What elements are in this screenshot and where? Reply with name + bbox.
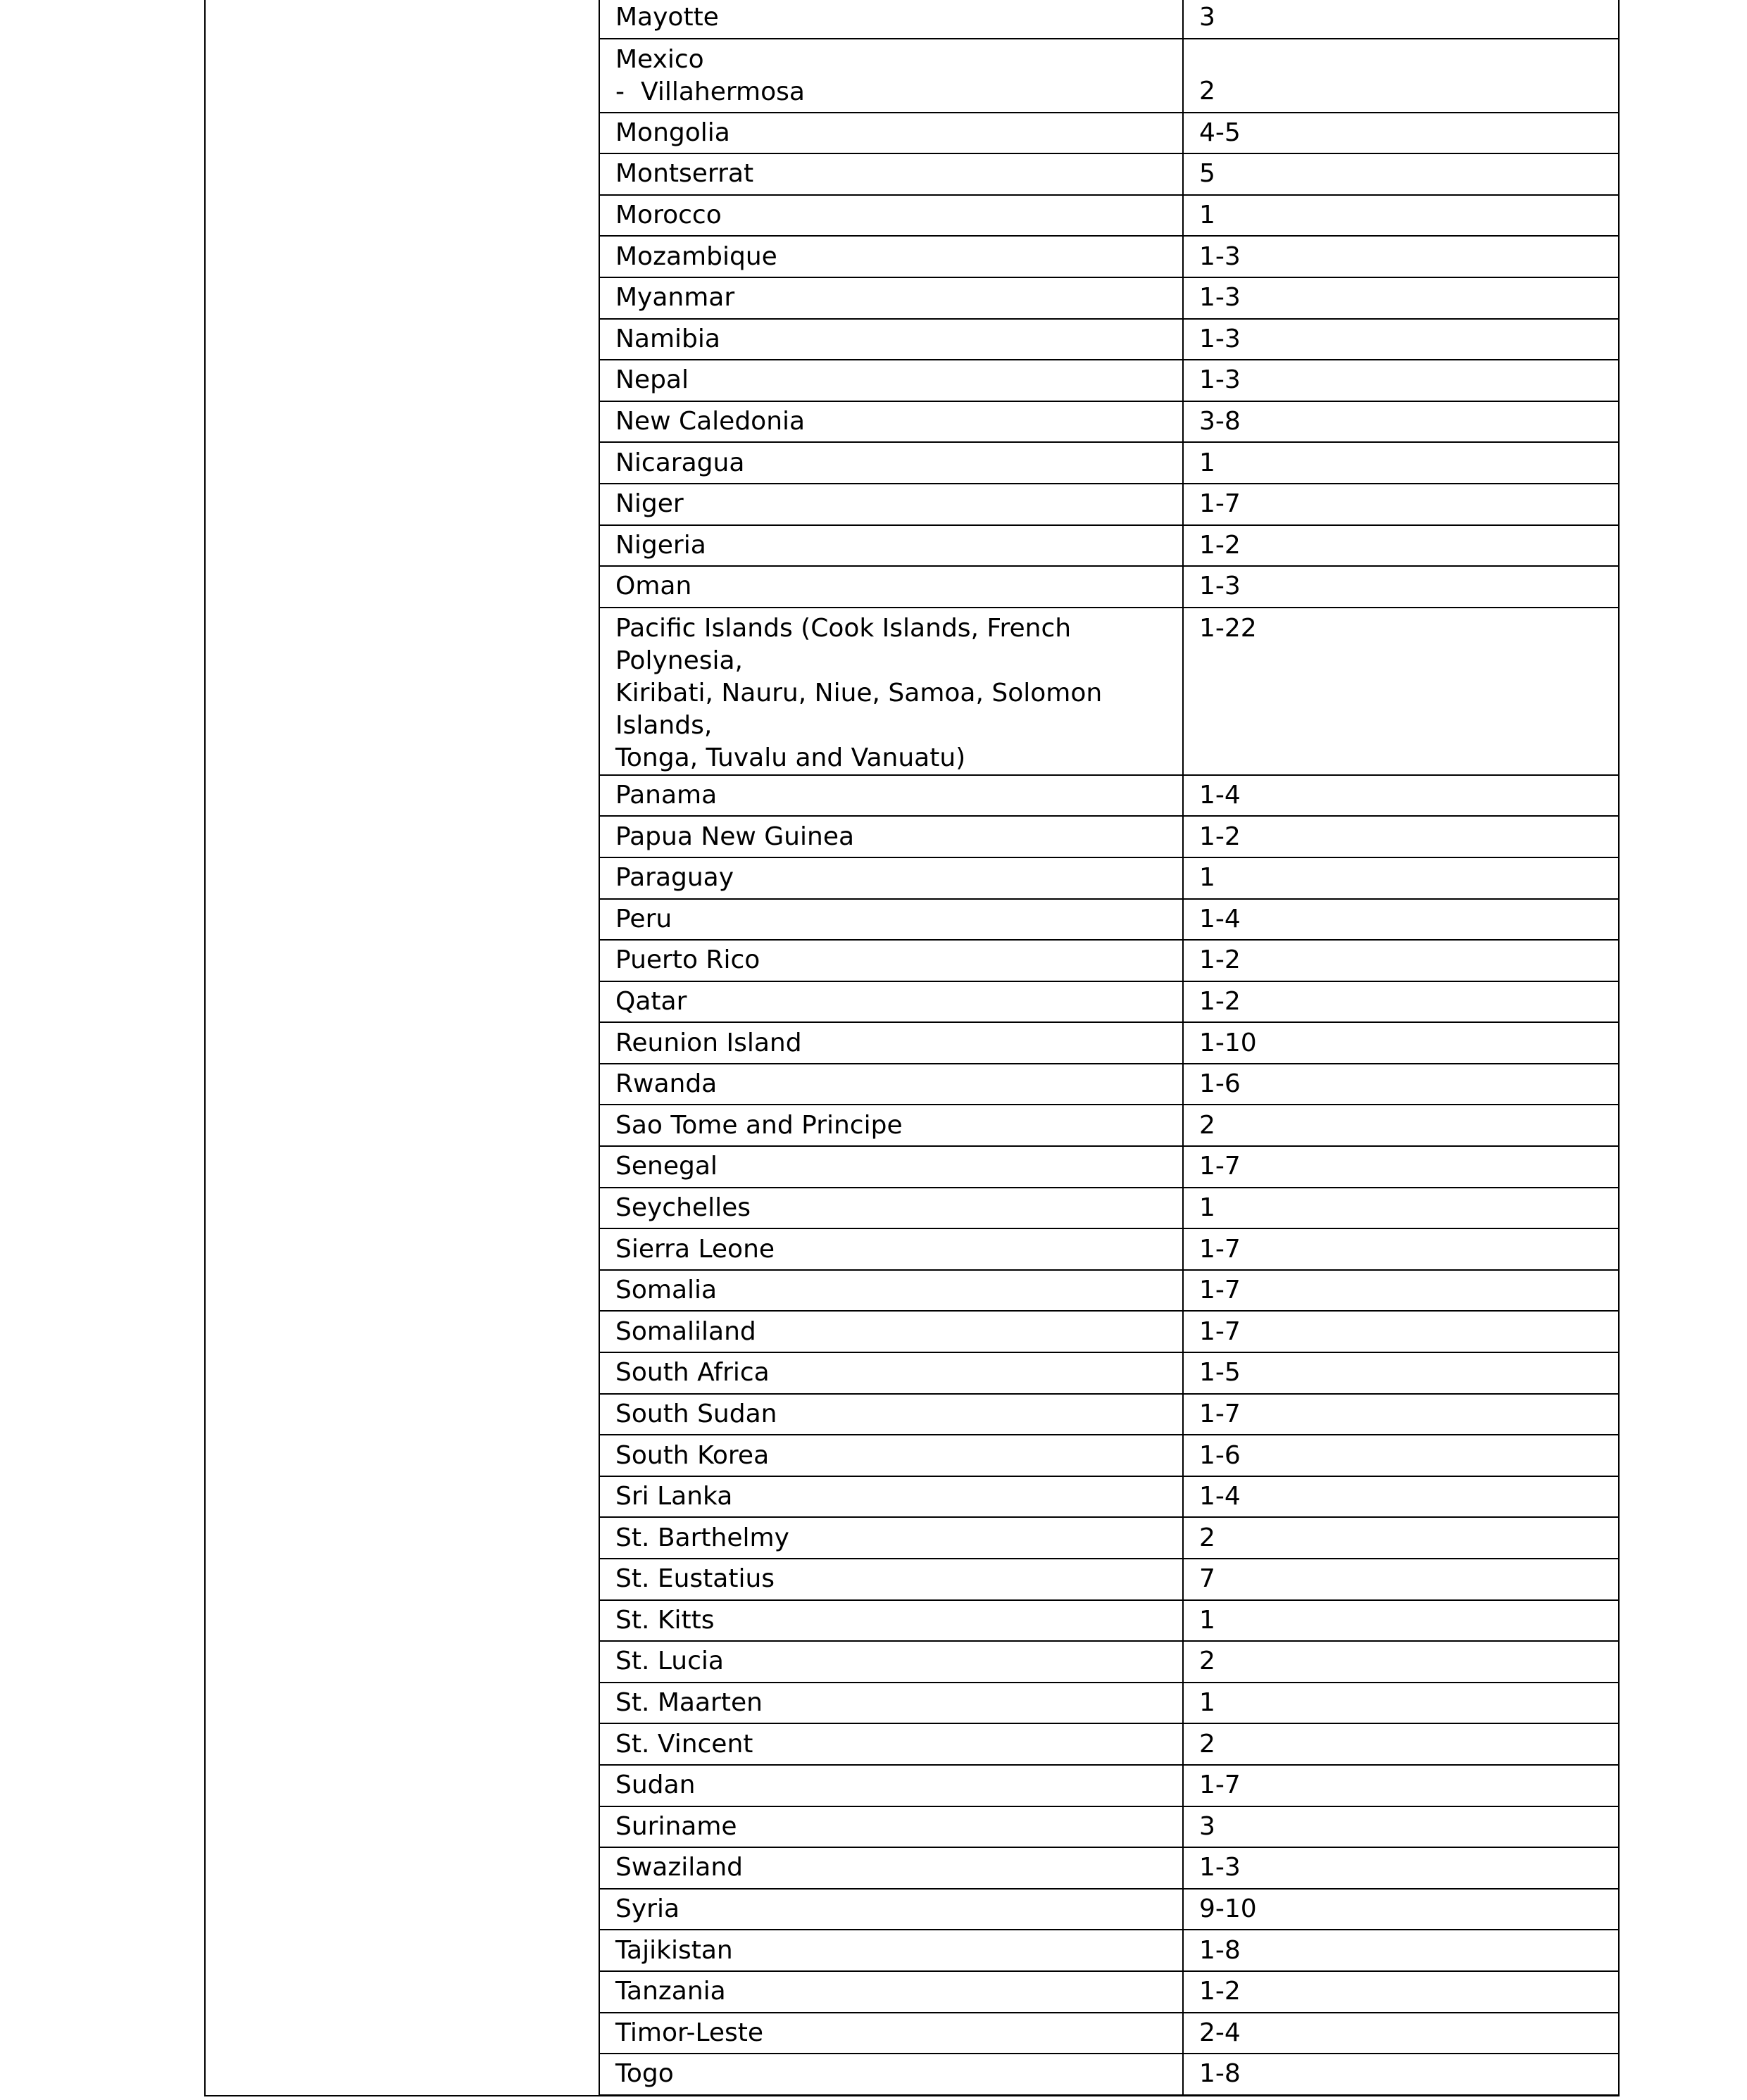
country-name: Puerto Rico [615, 945, 760, 975]
table-row [600, 484, 1618, 525]
country-cell [600, 319, 1183, 360]
country-cell [600, 0, 1183, 39]
value-cell: 1-3 [1183, 566, 1618, 608]
table-row [600, 775, 1618, 817]
country-name: Somaliland [615, 1316, 756, 1346]
country-name: Oman [615, 572, 692, 601]
country-name: Somalia [615, 1276, 718, 1305]
value-cell: 3 [1183, 1806, 1618, 1848]
table-row [600, 1228, 1618, 1270]
country-cell [600, 816, 1183, 857]
table-row [600, 1394, 1618, 1435]
country-cell [600, 1517, 1183, 1559]
country-cell [600, 1723, 1183, 1765]
table-row [600, 1765, 1618, 1806]
country-cell [600, 899, 1183, 941]
value-cell: 5 [1183, 153, 1618, 195]
country-name: Nepal [615, 365, 689, 395]
value-cell: 1-2 [1183, 816, 1618, 857]
country-name: Tajikistan [615, 1935, 733, 1965]
table-row [600, 113, 1618, 154]
table-row [600, 1930, 1618, 1971]
country-cell [600, 1930, 1183, 1971]
table-row [600, 940, 1618, 981]
table-row [600, 1270, 1618, 1312]
country-cell [600, 1971, 1183, 2013]
table-row [600, 0, 1618, 39]
country-cell [600, 1270, 1183, 1312]
country-cell [600, 1064, 1183, 1105]
country-cell [600, 1847, 1183, 1889]
value-cell: 1-8 [1183, 2054, 1618, 2095]
table-row [600, 153, 1618, 195]
country-cell [600, 360, 1183, 401]
table-row [600, 981, 1618, 1023]
value-cell: 1-2 [1183, 940, 1618, 981]
value-cell: 1-7 [1183, 1394, 1618, 1435]
country-cell [600, 401, 1183, 443]
table-row [600, 1847, 1618, 1889]
country-cell [600, 1022, 1183, 1064]
value-cell: 1-7 [1183, 1228, 1618, 1270]
value-cell: 1-4 [1183, 775, 1618, 817]
country-name: New Caledonia [615, 407, 806, 436]
table-row [600, 899, 1618, 941]
country-cell [600, 1765, 1183, 1806]
value-cell: 1-4 [1183, 1476, 1618, 1518]
country-cell [600, 195, 1183, 237]
table-row [600, 816, 1618, 857]
value-cell: 1-5 [1183, 1352, 1618, 1394]
country-cell [600, 277, 1183, 319]
table-row [600, 195, 1618, 237]
value-cell: 1-7 [1183, 484, 1618, 525]
table-row [600, 1600, 1618, 1642]
country-name: Nicaragua [615, 448, 745, 477]
country-cell [600, 2054, 1183, 2095]
value-cell: 1-2 [1183, 525, 1618, 567]
value-cell: 1-6 [1183, 1064, 1618, 1105]
value-cell: 2-4 [1183, 2013, 1618, 2054]
table-row [600, 566, 1618, 608]
table-row [600, 1146, 1618, 1188]
table-row [600, 1517, 1618, 1559]
table-row [600, 1723, 1618, 1765]
country-cell [600, 1476, 1183, 1518]
country-name: Rwanda [615, 1069, 718, 1099]
empty-left-column [206, 0, 600, 2095]
value-cell: 4-5 [1183, 113, 1618, 154]
country-name: Papua New Guinea [615, 822, 855, 851]
value-cell: 2 [1183, 1723, 1618, 1765]
value-cell: 1-4 [1183, 899, 1618, 941]
value-cell: 1-7 [1183, 1270, 1618, 1312]
country-name: Mexico [615, 44, 704, 74]
country-cell [600, 442, 1183, 484]
country-name: Senegal [615, 1152, 718, 1181]
table-row [600, 39, 1618, 113]
value-cell: 7 [1183, 1559, 1618, 1600]
country-name: Panama [615, 781, 718, 810]
country-cell [600, 566, 1183, 608]
country-cell [600, 525, 1183, 567]
country-name: Mayotte [615, 2, 719, 32]
table-row [600, 608, 1618, 775]
country-name: Swaziland [615, 1853, 743, 1882]
value-cell: 1-3 [1183, 360, 1618, 401]
value-cell: 1-22 [1183, 608, 1618, 775]
country-cell [600, 940, 1183, 981]
country-cell [600, 1435, 1183, 1476]
value-cell: 1-3 [1183, 1847, 1618, 1889]
country-cell [600, 857, 1183, 899]
country-name: St. Maarten [615, 1688, 763, 1718]
value-cell: 3 [1183, 0, 1618, 39]
country-name: Peru [615, 904, 672, 933]
table-row [600, 1889, 1618, 1930]
country-cell [600, 981, 1183, 1023]
country-name: St. Eustatius [615, 1564, 775, 1594]
country-cell [600, 113, 1183, 154]
table-row [600, 1064, 1618, 1105]
table-row [600, 277, 1618, 319]
country-name: Tanzania [615, 1977, 726, 2006]
table-row [600, 442, 1618, 484]
value-cell: 1 [1183, 1188, 1618, 1229]
country-cell [600, 1683, 1183, 1724]
country-name-line: Pacific Islands (Cook Islands, French Polynesia, [615, 613, 1072, 675]
table-row [600, 1188, 1618, 1229]
country-cell [600, 1228, 1183, 1270]
value-cell: 1 [1183, 1600, 1618, 1642]
country-name: Nigeria [615, 530, 706, 560]
value-cell: 1 [1183, 1683, 1618, 1724]
value-cell: 1 [1183, 442, 1618, 484]
country-name-line: Kiribati, Nauru, Niue, Samoa, Solomon Islands, [615, 678, 1103, 740]
country-value-table [600, 0, 1618, 2096]
table-row [600, 1806, 1618, 1848]
value-cell: 1 [1183, 857, 1618, 899]
table-row [600, 360, 1618, 401]
country-name: Mongolia [615, 118, 730, 147]
country-name: Paraguay [615, 863, 734, 893]
table-body [600, 0, 1618, 2095]
table-row [600, 236, 1618, 277]
table-row [600, 1559, 1618, 1600]
value-cell: 2 [1183, 1517, 1618, 1559]
table-row [600, 1105, 1618, 1146]
country-cell [600, 1889, 1183, 1930]
value-cell: 1-7 [1183, 1311, 1618, 1352]
country-cell [600, 775, 1183, 817]
country-name: Reunion Island [615, 1028, 802, 1057]
country-name: Niger [615, 489, 684, 519]
value-cell: 1-7 [1183, 1765, 1618, 1806]
country-cell [600, 1806, 1183, 1848]
country-cell [600, 1559, 1183, 1600]
country-name: Suriname [615, 1811, 737, 1841]
country-name: Sri Lanka [615, 1482, 733, 1511]
country-cell [600, 1641, 1183, 1683]
table-row [600, 857, 1618, 899]
country-name: Sudan [615, 1771, 696, 1800]
country-name: St. Kitts [615, 1605, 715, 1635]
country-cell [600, 1394, 1183, 1435]
country-cell [600, 1311, 1183, 1352]
country-cell [600, 1188, 1183, 1229]
country-name: Qatar [615, 986, 687, 1016]
value-cell: 1-3 [1183, 277, 1618, 319]
table-row [600, 1683, 1618, 1724]
table-row [600, 1352, 1618, 1394]
table-row [600, 401, 1618, 443]
country-cell [600, 2013, 1183, 2054]
value-cell: 2 [1183, 39, 1618, 113]
country-name: Montserrat [615, 159, 754, 189]
value-cell: 1-10 [1183, 1022, 1618, 1064]
country-cell [600, 1352, 1183, 1394]
value-cell: 3-8 [1183, 401, 1618, 443]
country-name: South Korea [615, 1440, 770, 1470]
table-row [600, 319, 1618, 360]
value-cell: 9-10 [1183, 1889, 1618, 1930]
country-cell [600, 1600, 1183, 1642]
value-cell: 1-3 [1183, 319, 1618, 360]
table-row [600, 1311, 1618, 1352]
country-name: Togo [615, 2059, 674, 2089]
value-cell: 1 [1183, 195, 1618, 237]
table-row [600, 2054, 1618, 2095]
table-row [600, 1476, 1618, 1518]
country-cell [600, 608, 1183, 775]
country-name: St. Lucia [615, 1647, 724, 1676]
value-cell: 1-2 [1183, 1971, 1618, 2013]
country-cell [600, 1105, 1183, 1146]
value-cell: 2 [1183, 1641, 1618, 1683]
country-cell [600, 1146, 1183, 1188]
sub-location-name: Villahermosa [641, 77, 805, 106]
country-name: Sao Tome and Principe [615, 1110, 903, 1140]
country-cell [600, 236, 1183, 277]
value-cell: 1-8 [1183, 1930, 1618, 1971]
country-name: South Sudan [615, 1399, 777, 1428]
document-table [204, 0, 1620, 2096]
country-name: Timor-Leste [615, 2018, 764, 2047]
country-name: Sierra Leone [615, 1234, 775, 1264]
country-cell [600, 484, 1183, 525]
country-cell [600, 153, 1183, 195]
country-name: Morocco [615, 201, 722, 230]
country-name: Myanmar [615, 283, 735, 313]
list-dash: - [615, 77, 625, 106]
table-row [600, 1022, 1618, 1064]
table-row [600, 2013, 1618, 2054]
value-cell: 1-6 [1183, 1435, 1618, 1476]
country-name-line: Tonga, Tuvalu and Vanuatu) [615, 743, 966, 772]
table-row [600, 1435, 1618, 1476]
value-cell: 2 [1183, 1105, 1618, 1146]
value-cell: 1-2 [1183, 981, 1618, 1023]
country-name: Namibia [615, 324, 720, 353]
country-name: Seychelles [615, 1193, 751, 1222]
country-name: Syria [615, 1894, 680, 1924]
country-name: St. Barthelmy [615, 1523, 789, 1552]
value-cell: 1-7 [1183, 1146, 1618, 1188]
country-name: South Africa [615, 1358, 770, 1388]
table-row [600, 1971, 1618, 2013]
value-cell: 1-3 [1183, 236, 1618, 277]
country-name: St. Vincent [615, 1729, 753, 1759]
country-cell [600, 39, 1183, 113]
table-row [600, 1641, 1618, 1683]
sub-location [615, 76, 1167, 108]
table-row [600, 525, 1618, 567]
country-name: Mozambique [615, 241, 777, 271]
